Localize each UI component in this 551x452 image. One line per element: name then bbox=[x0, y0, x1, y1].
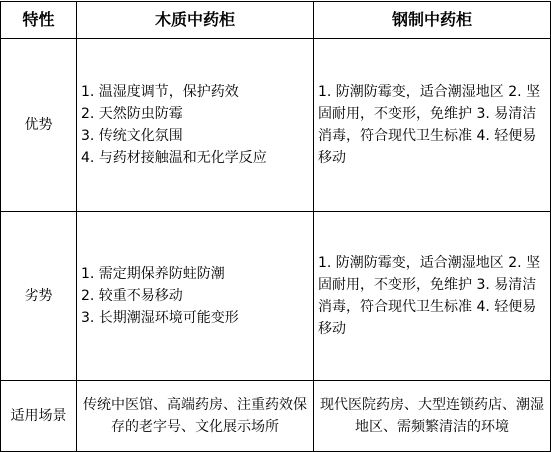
list-item: 3. 传统文化氛围 bbox=[81, 128, 183, 144]
table-row-disadvantages bbox=[1, 212, 551, 381]
header-feature: 特性 bbox=[1, 2, 77, 39]
header-wood-cabinet: 木质中药柜 bbox=[77, 2, 314, 39]
feature-disadvantages: 劣势 bbox=[1, 212, 77, 381]
list-item: 1. 防潮防霉变，适合潮湿地区 bbox=[318, 84, 504, 100]
list-item: 3. 长期潮湿环境可能变形 bbox=[81, 310, 239, 326]
list-item: 4. 轻便易移动 bbox=[318, 128, 537, 166]
list-item: 1. 需定期保养防蛀防潮 bbox=[81, 266, 225, 282]
feature-scenarios: 适用场景 bbox=[1, 381, 77, 452]
header-row bbox=[1, 2, 551, 39]
list-item: 4. 与药材接触温和无化学反应 bbox=[81, 150, 267, 166]
list-item: 2. 坚固耐用，不变形，免维护 bbox=[318, 255, 541, 293]
list-item: 2. 坚固耐用，不变形，免维护 bbox=[318, 84, 541, 122]
feature-advantages: 优势 bbox=[1, 39, 77, 212]
comparison-table bbox=[0, 1, 551, 452]
steel-disadvantages-cell bbox=[314, 212, 551, 381]
table-row-advantages bbox=[1, 39, 551, 212]
list-item: 1. 温湿度调节，保护药效 bbox=[81, 84, 239, 100]
list-item: 2. 较重不易移动 bbox=[81, 288, 183, 304]
wood-disadvantages-cell bbox=[77, 212, 314, 381]
list-item: 2. 天然防虫防霉 bbox=[81, 106, 183, 122]
steel-scenarios-cell: 现代医院药房、大型连锁药店、潮湿地区、需频繁清洁的环境 bbox=[314, 381, 551, 452]
steel-advantages-cell bbox=[314, 39, 551, 212]
table-row-scenarios bbox=[1, 381, 551, 452]
wood-scenarios-cell: 传统中医馆、高端药房、注重药效保存的老字号、文化展示场所 bbox=[77, 381, 314, 452]
list-item: 1. 防潮防霉变，适合潮湿地区 bbox=[318, 255, 504, 271]
list-item: 3. 易清洁消毒，符合现代卫生标准 bbox=[318, 277, 537, 315]
wood-advantages-cell bbox=[77, 39, 314, 212]
list-item: 4. 轻便易移动 bbox=[318, 299, 537, 337]
header-steel-cabinet: 钢制中药柜 bbox=[314, 2, 551, 39]
list-item: 3. 易清洁消毒，符合现代卫生标准 bbox=[318, 106, 537, 144]
